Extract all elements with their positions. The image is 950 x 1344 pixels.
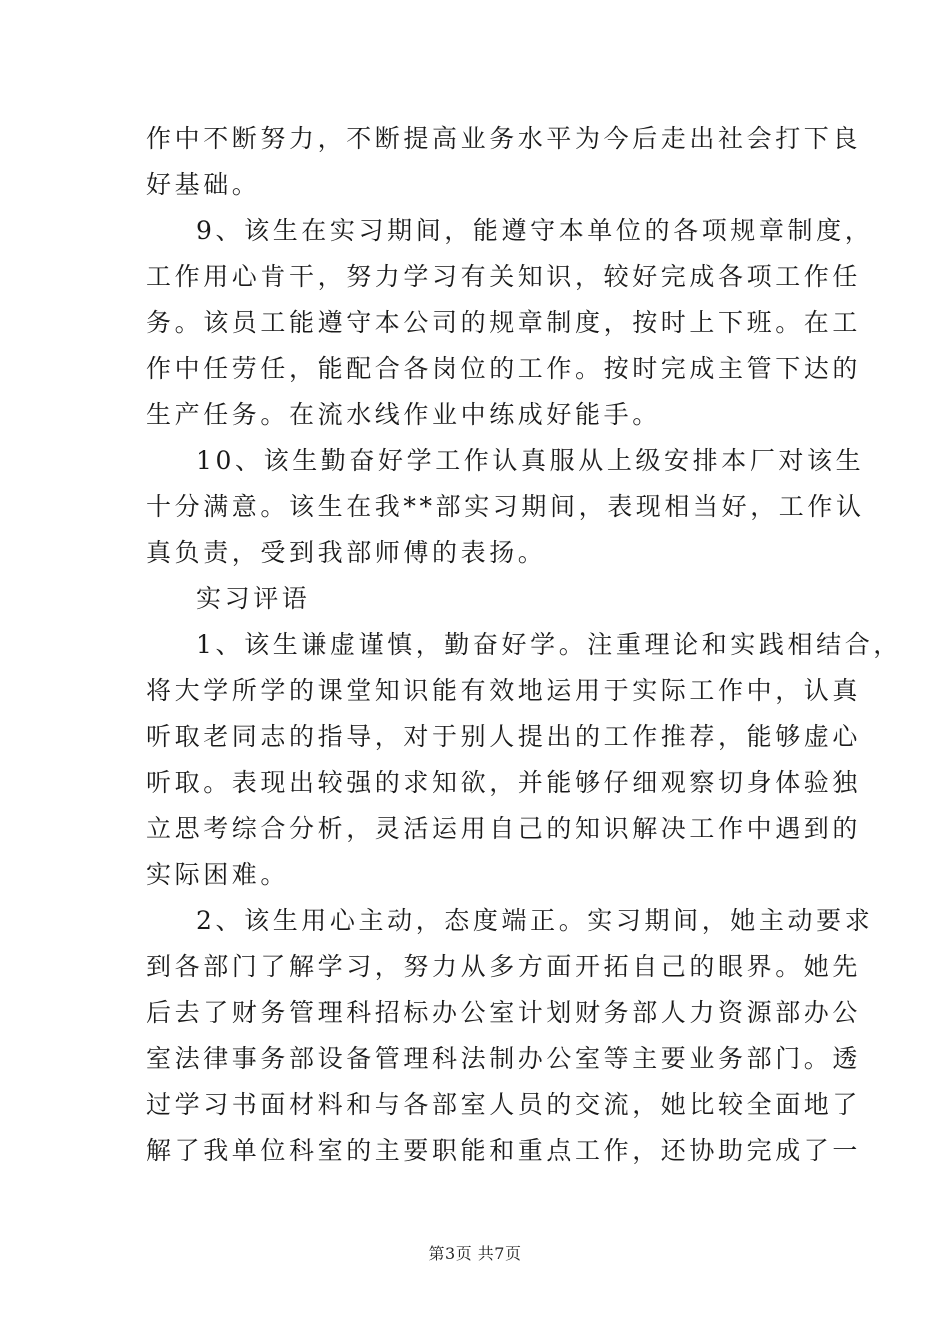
document-body xyxy=(146,116,902,1174)
text-line: 2、该生用心主动，态度端正。实习期间，她主动要求 xyxy=(196,906,874,935)
text-line: 解了我单位科室的主要职能和重点工作，还协助完成了一 xyxy=(146,1136,862,1165)
text-line: 实际困难。 xyxy=(146,860,290,889)
text-line: 过学习书面材料和与各部室人员的交流，她比较全面地了 xyxy=(146,1090,862,1119)
text-line: 1、该生谦虚谨慎，勤奋好学。注重理论和实践相结合， xyxy=(196,630,902,659)
text-line: 立思考综合分析，灵活运用自己的知识解决工作中遇到的 xyxy=(146,814,862,843)
text-line: 务。该员工能遵守本公司的规章制度，按时上下班。在工 xyxy=(146,308,862,337)
text-line: 室法律事务部设备管理科法制办公室等主要业务部门。透 xyxy=(146,1044,862,1073)
text-line: 实习评语 xyxy=(196,584,311,613)
page-number-footer: 第3页 共7页 xyxy=(428,1244,522,1263)
text-line: 听取老同志的指导，对于别人提出的工作推荐，能够虚心 xyxy=(146,722,862,751)
text-line: 好基础。 xyxy=(146,170,261,199)
text-line: 生产任务。在流水线作业中练成好能手。 xyxy=(146,400,661,429)
text-line: 听取。表现出较强的求知欲，并能够仔细观察切身体验独 xyxy=(146,768,862,797)
text-line: 作中任劳任，能配合各岗位的工作。按时完成主管下达的 xyxy=(146,354,862,383)
text-line: 真负责，受到我部师傅的表扬。 xyxy=(146,538,547,567)
text-line: 工作用心肯干，努力学习有关知识，较好完成各项工作任 xyxy=(146,262,862,291)
text-line: 10、该生勤奋好学工作认真服从上级安排本厂对该生 xyxy=(196,446,865,475)
text-line: 将大学所学的课堂知识能有效地运用于实际工作中，认真 xyxy=(146,676,862,705)
text-line: 后去了财务管理科招标办公室计划财务部人力资源部办公 xyxy=(146,998,862,1027)
text-line: 9、该生在实习期间，能遵守本单位的各项规章制度， xyxy=(196,216,874,245)
text-line: 十分满意。该生在我**部实习期间，表现相当好，工作认 xyxy=(146,492,865,521)
text-line: 到各部门了解学习，努力从多方面开拓自己的眼界。她先 xyxy=(146,952,862,981)
text-line: 作中不断努力，不断提高业务水平为今后走出社会打下良 xyxy=(146,124,862,153)
